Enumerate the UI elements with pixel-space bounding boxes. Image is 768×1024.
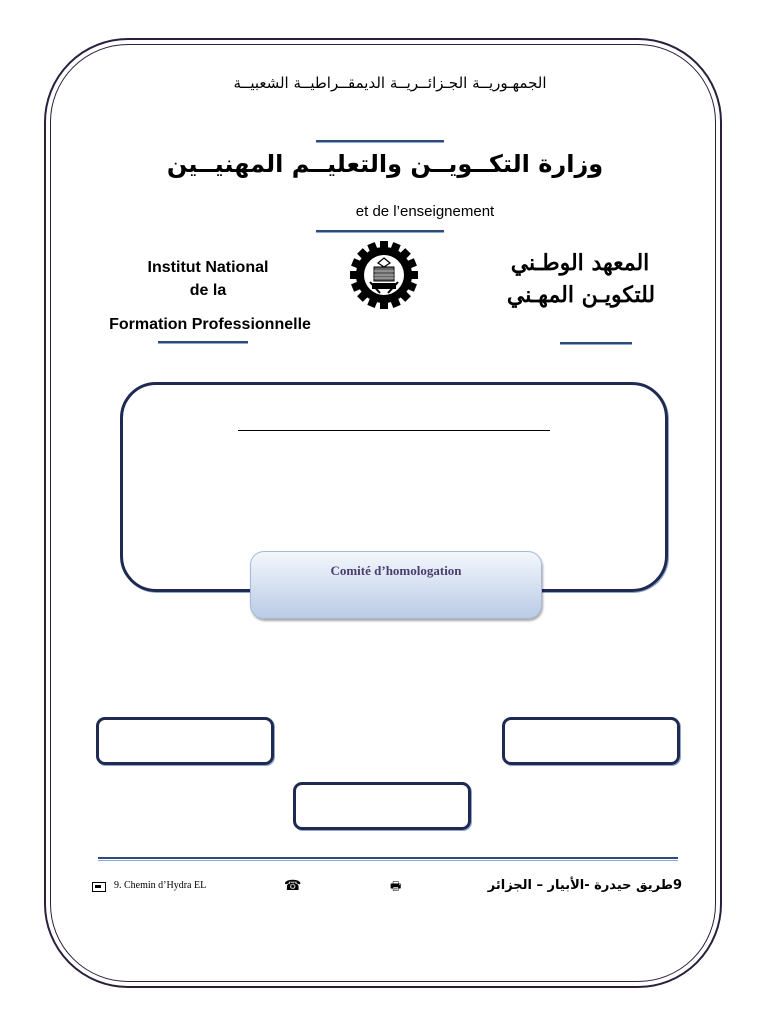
right-field-box (502, 717, 680, 765)
center-field-box (293, 782, 471, 830)
title-underline (238, 430, 550, 431)
ministry-top-rule (316, 140, 444, 143)
committee-banner: Comité d’homologation (250, 551, 542, 619)
ministry-bottom-rule (316, 230, 444, 233)
institute-fr-rule (158, 341, 248, 344)
institute-ar-rule (560, 342, 632, 345)
fax-icon: 🖶 (390, 879, 402, 893)
institute-name-ar-line1: المعهد الوطـني (510, 250, 650, 276)
republic-heading: الجمهـوريــة الجـزائــريــة الديمقــراطيــة الشعبيــة (233, 74, 547, 92)
gear-emblem-icon (344, 240, 424, 310)
address-ar: 9طريق حيدرة -الأبيار – الجزائر (487, 878, 682, 893)
institute-name-fr-line2: de la (189, 282, 227, 299)
ministry-title-fr: et de l’enseignement (355, 203, 495, 220)
telephone-icon: ☎ (284, 877, 302, 893)
institute-name-fr-line3: Formation Professionnelle (109, 316, 311, 333)
left-field-box (96, 717, 274, 765)
address-fr: 9. Chemin d’Hydra EL (114, 880, 207, 891)
institute-name-ar-line2: للتكويـن المهـني (506, 282, 656, 308)
ministry-title-ar: وزارة التكــويــن والتعليــم المهنيــين (166, 150, 604, 178)
footer-rule (98, 857, 678, 861)
institute-name-fr-line1: Institut National (147, 259, 269, 276)
mailbox-icon (92, 879, 106, 889)
